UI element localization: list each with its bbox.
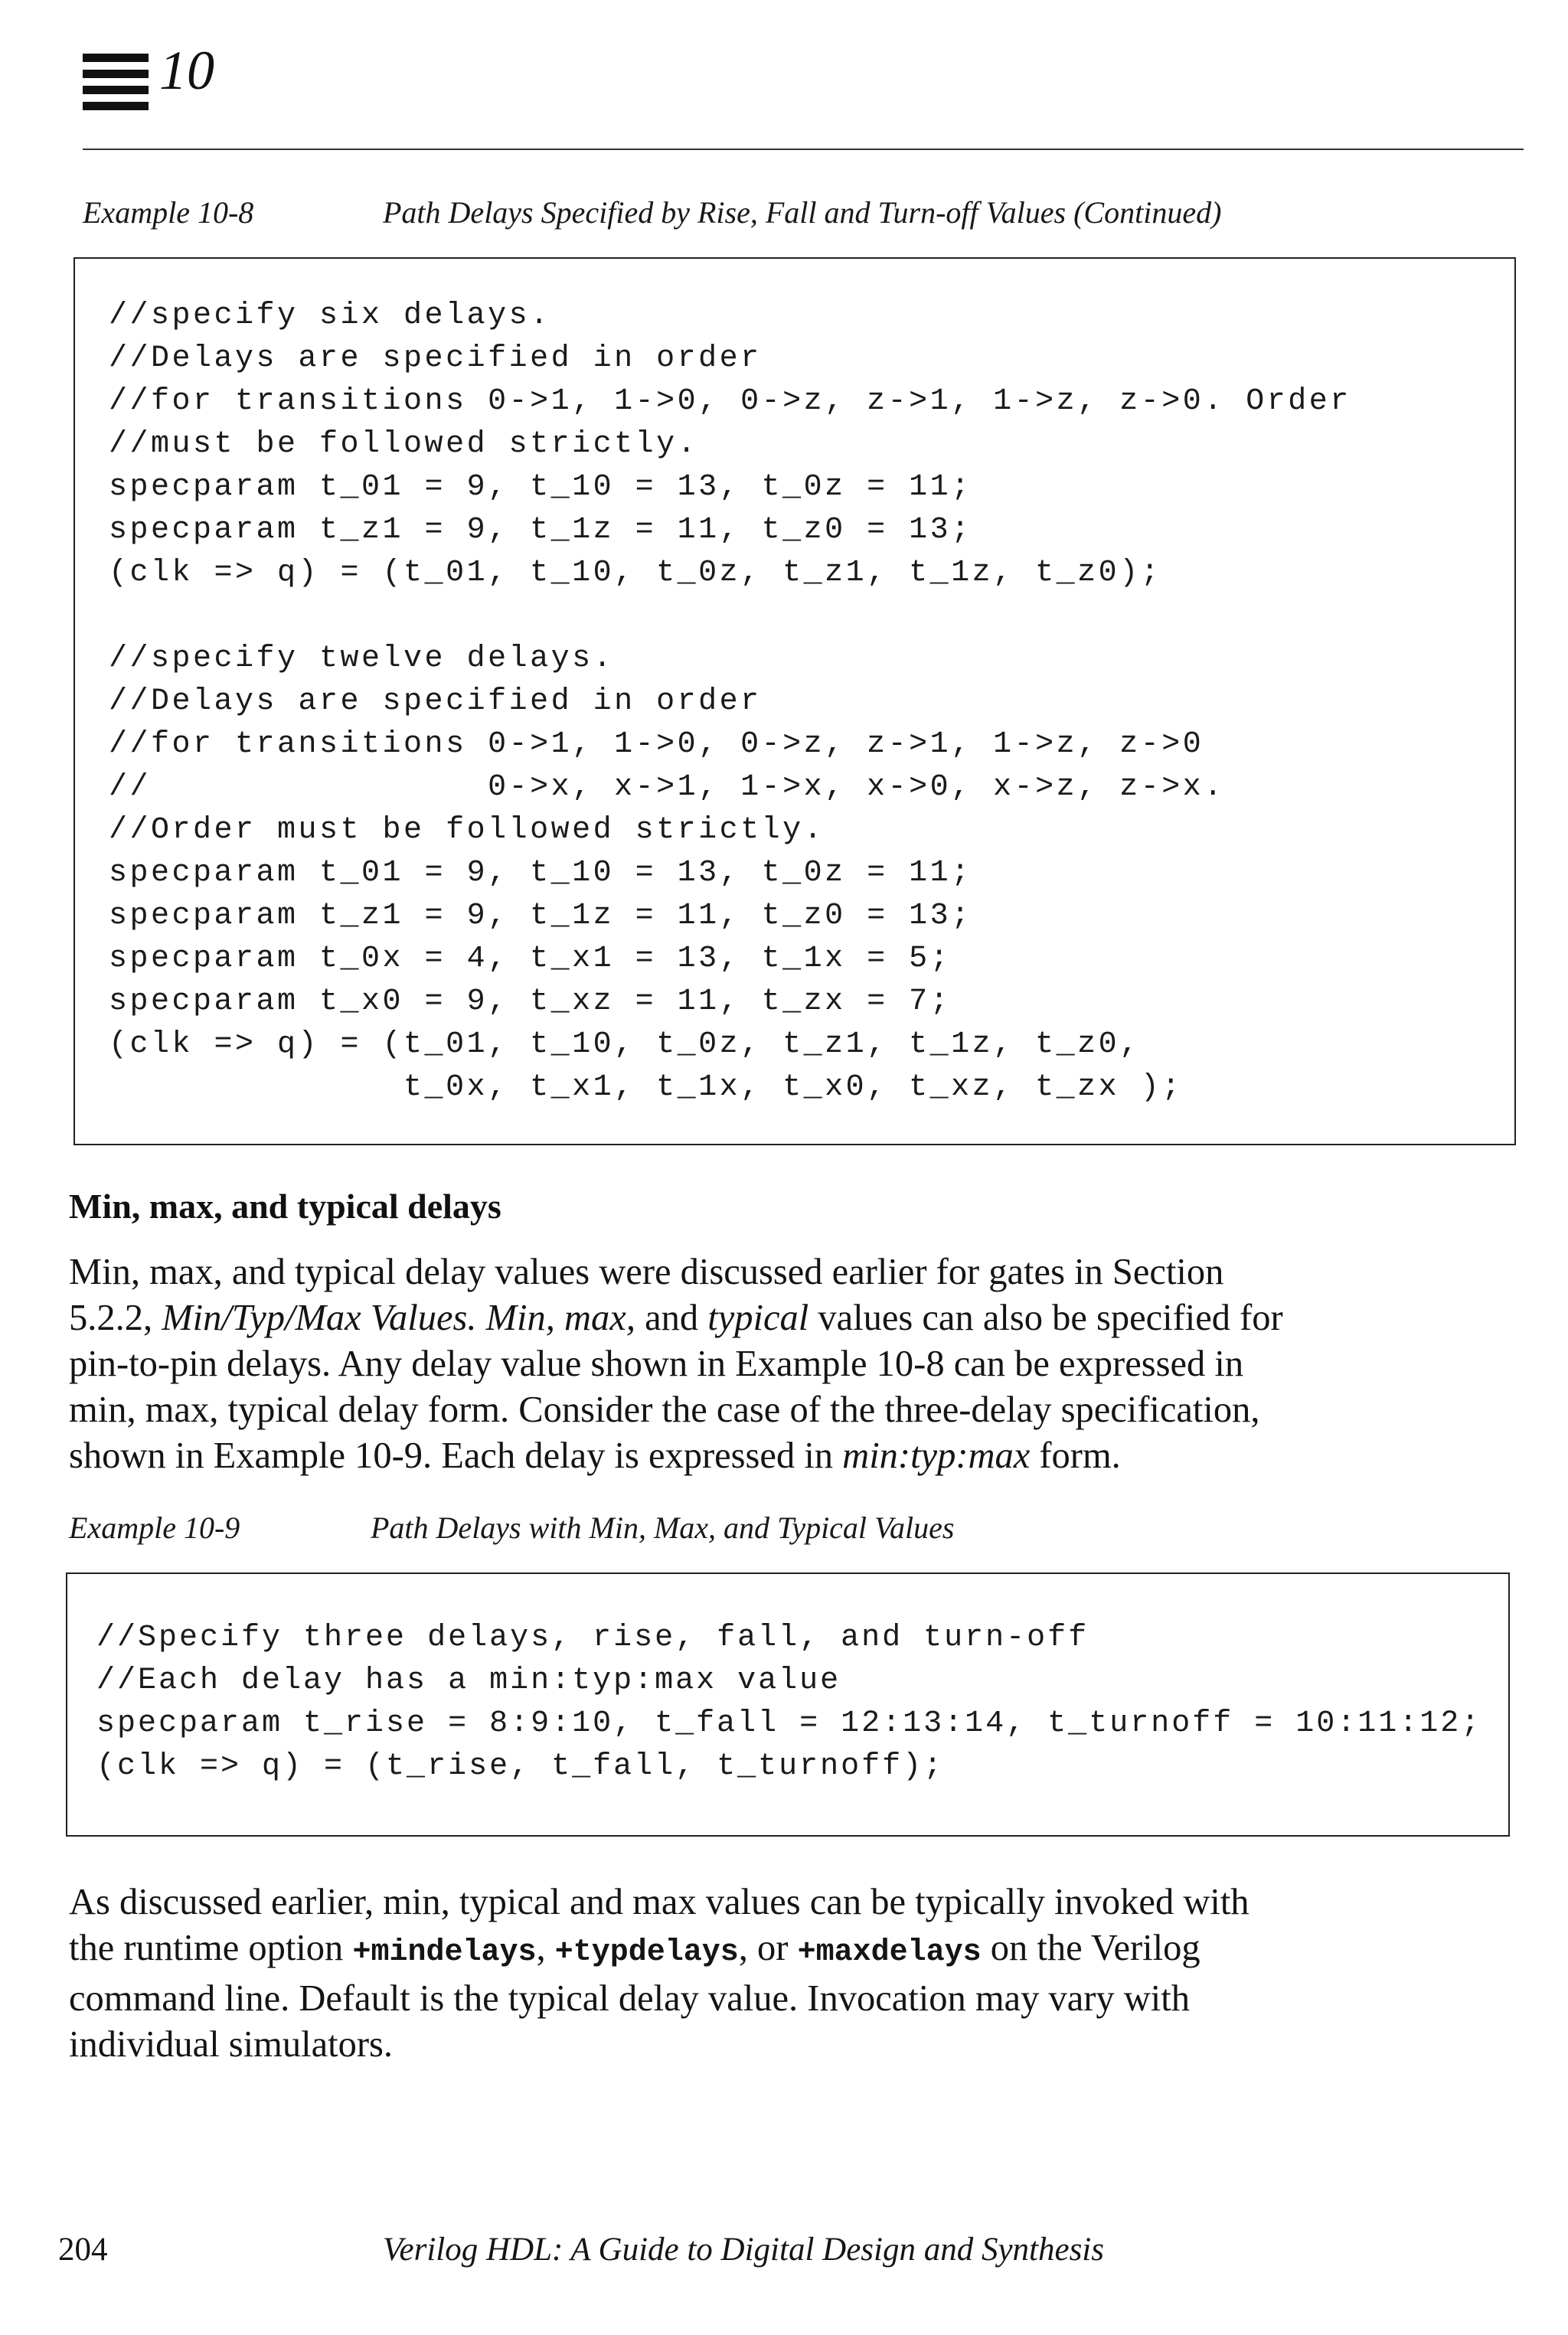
example-10-8-title: Path Delays Specified by Rise, Fall and Turn-off Values (Continued): [383, 195, 1222, 230]
code-line: //Delays are specified in order: [109, 684, 762, 719]
closing-paragraph: [69, 1879, 1524, 2068]
text-line: pin-to-pin delays. Any delay value shown in Example 10-8 can be expressed in: [69, 1344, 1244, 1384]
code-line: //specify twelve delays.: [109, 642, 615, 676]
text-line: Min, max, and typical delay values were discussed earlier for gates in Section: [69, 1252, 1224, 1292]
code-line: specparam t_01 = 9, t_10 = 13, t_0z = 11;: [109, 856, 972, 890]
code-line: //for transitions 0->1, 1->0, 0->z, z->1, 1->z, z->0: [109, 727, 1204, 762]
code-line: t_0x, t_x1, t_1x, t_x0, t_xz, t_zx );: [109, 1070, 1183, 1105]
code-line: // 0->x, x->1, 1->x, x->0, x->z, z->x.: [109, 770, 1225, 805]
text-line: command line. Default is the typical delay value. Invocation may vary with: [69, 1978, 1190, 2019]
text-line: 5.2.2, Min/Typ/Max Values. Min, max, and typical values can also be specified for: [69, 1298, 1283, 1338]
code-line: //Specify three delays, rise, fall, and turn-off: [96, 1621, 1089, 1655]
running-footer-title: Verilog HDL: A Guide to Digital Design and Synthesis: [383, 2232, 1104, 2268]
example-10-9-label: Example 10-9: [69, 1510, 240, 1545]
code-line: specparam t_0x = 4, t_x1 = 13, t_1x = 5;: [109, 942, 952, 976]
text-line: individual simulators.: [69, 2024, 394, 2065]
text-line: shown in Example 10-9. Each delay is expressed in min:typ:max form.: [69, 1435, 1121, 1476]
code-line: //must be followed strictly.: [109, 427, 699, 462]
code-line: //Delays are specified in order: [109, 341, 762, 376]
example-10-9-code-block: [66, 1572, 1510, 1837]
code-line: (clk => q) = (t_01, t_10, t_0z, t_z1, t_1z, t_z0);: [109, 556, 1162, 590]
code-line: //specify six delays.: [109, 299, 551, 333]
example-10-8-code-block: [74, 257, 1516, 1145]
example-10-8-label: Example 10-8: [83, 195, 254, 230]
section-heading: Min, max, and typical delays: [69, 1187, 501, 1226]
code-line: (clk => q) = (t_01, t_10, t_0z, t_z1, t_1z, t_z0,: [109, 1027, 1141, 1062]
code-line: //for transitions 0->1, 1->0, 0->z, z->1, 1->z, z->0. Order: [109, 384, 1351, 419]
code-line: //Order must be followed strictly.: [109, 813, 825, 847]
chapter-number: 10: [159, 40, 214, 101]
runtime-option: +maxdelays: [797, 1935, 982, 1970]
code-line: (clk => q) = (t_rise, t_fall, t_turnoff);: [96, 1749, 945, 1784]
example-10-9-title: Path Delays with Min, Max, and Typical Values: [371, 1510, 955, 1545]
section-paragraph: [69, 1249, 1524, 1479]
runtime-option: +mindelays: [352, 1935, 537, 1970]
code-line: specparam t_rise = 8:9:10, t_fall = 12:13:14, t_turnoff = 10:11:12;: [96, 1706, 1482, 1741]
page-number: 204: [58, 2232, 108, 2268]
code-line: specparam t_z1 = 9, t_1z = 11, t_z0 = 13;: [109, 899, 972, 933]
code-line: //Each delay has a min:typ:max value: [96, 1664, 841, 1698]
code-line: specparam t_z1 = 9, t_1z = 11, t_z0 = 13;: [109, 513, 972, 547]
code-line: specparam t_01 = 9, t_10 = 13, t_0z = 11;: [109, 470, 972, 505]
text-line: min, max, typical delay form. Consider the case of the three-delay specification,: [69, 1390, 1260, 1430]
code-line: specparam t_x0 = 9, t_xz = 11, t_zx = 7;: [109, 985, 952, 1019]
chapter-marker-icon: [83, 49, 149, 122]
text-line: As discussed earlier, min, typical and max values can be typically invoked with: [69, 1882, 1250, 1922]
header-divider: [83, 149, 1524, 150]
runtime-option: +typdelays: [554, 1935, 739, 1970]
text-line: the runtime option +mindelays, +typdelays, or +maxdelays on the Verilog: [69, 1928, 1200, 1970]
